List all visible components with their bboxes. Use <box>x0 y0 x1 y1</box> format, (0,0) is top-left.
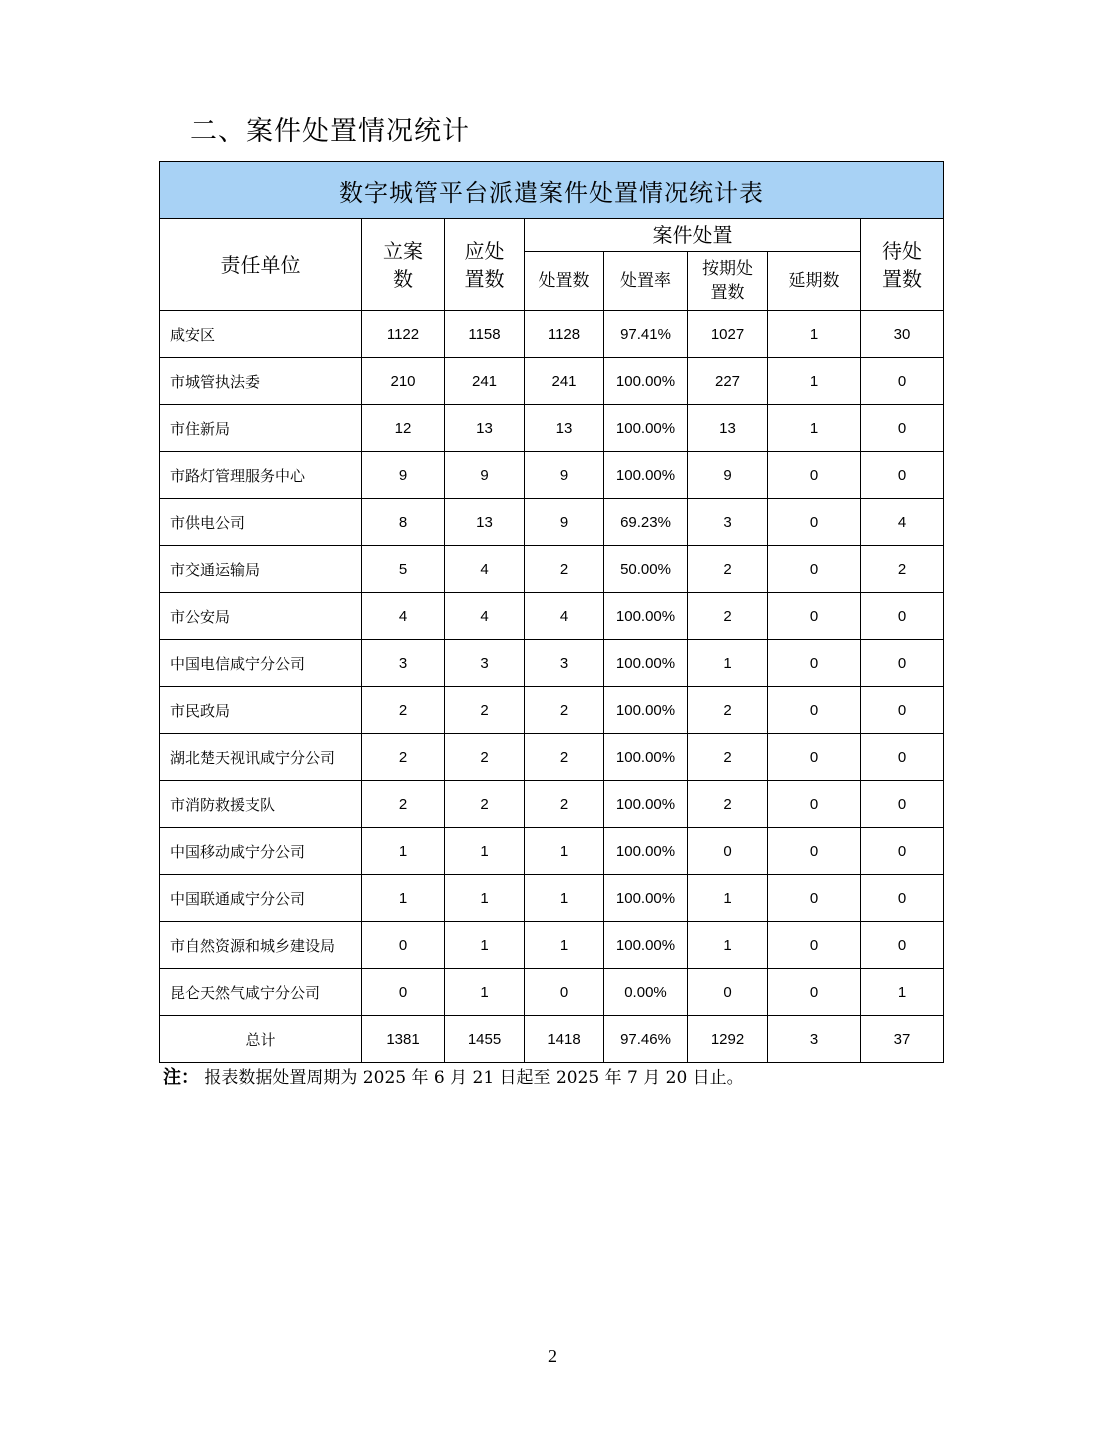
cell-registered: 8 <box>362 499 445 546</box>
cell-should-handle: 9 <box>445 452 525 499</box>
footnote-label: 注： <box>163 1067 199 1088</box>
cell-registered: 5 <box>362 546 445 593</box>
table-row <box>160 875 944 922</box>
cell-unit-name: 市消防救援支队 <box>160 781 362 828</box>
table-row <box>160 405 944 452</box>
cell-handled: 13 <box>525 405 604 452</box>
table-row <box>160 593 944 640</box>
cell-handled: 1 <box>525 875 604 922</box>
table-row <box>160 781 944 828</box>
cell-handled: 2 <box>525 734 604 781</box>
cell-registered: 9 <box>362 452 445 499</box>
cell-unit-name: 市城管执法委 <box>160 358 362 405</box>
cell-delayed: 0 <box>768 969 861 1016</box>
cell-on-time: 1 <box>688 875 768 922</box>
total-label: 总计 <box>160 1016 362 1063</box>
header-pending-text: 待处置数 <box>882 238 922 291</box>
header-rate: 处置率 <box>604 252 688 311</box>
statistics-table <box>159 161 944 1063</box>
cell-delayed: 0 <box>768 687 861 734</box>
footnote <box>163 1066 744 1090</box>
cell-handled: 3 <box>525 640 604 687</box>
cell-unit-name: 中国移动咸宁分公司 <box>160 828 362 875</box>
cell-delayed: 1 <box>768 311 861 358</box>
table-row <box>160 640 944 687</box>
table-row <box>160 828 944 875</box>
cell-rate: 97.41% <box>604 311 688 358</box>
cell-rate: 100.00% <box>604 640 688 687</box>
cell-should-handle: 2 <box>445 734 525 781</box>
cell-rate: 100.00% <box>604 452 688 499</box>
page-number: 2 <box>548 1346 557 1366</box>
cell-rate: 100.00% <box>604 593 688 640</box>
cell-pending: 0 <box>861 640 944 687</box>
cell-delayed: 0 <box>768 922 861 969</box>
cell-unit-name: 中国联通咸宁分公司 <box>160 875 362 922</box>
cell-registered: 0 <box>362 969 445 1016</box>
cell-rate: 100.00% <box>604 734 688 781</box>
cell-on-time: 0 <box>688 969 768 1016</box>
cell-delayed: 0 <box>768 781 861 828</box>
cell-delayed: 0 <box>768 734 861 781</box>
cell-unit-name: 市住新局 <box>160 405 362 452</box>
cell-should-handle: 1 <box>445 828 525 875</box>
cell-should-handle: 4 <box>445 593 525 640</box>
cell-on-time: 3 <box>688 499 768 546</box>
cell-on-time: 227 <box>688 358 768 405</box>
cell-unit-name: 中国电信咸宁分公司 <box>160 640 362 687</box>
cell-delayed: 1 <box>768 358 861 405</box>
header-pending <box>861 219 944 311</box>
cell-handled: 1 <box>525 922 604 969</box>
cell-on-time: 1027 <box>688 311 768 358</box>
cell-pending: 0 <box>861 405 944 452</box>
cell-rate: 100.00% <box>604 828 688 875</box>
cell-should-handle: 13 <box>445 405 525 452</box>
cell-rate: 100.00% <box>604 358 688 405</box>
cell-registered: 1 <box>362 828 445 875</box>
cell-rate: 100.00% <box>604 875 688 922</box>
section-heading: 二、案件处置情况统计 <box>190 116 470 147</box>
cell-delayed: 0 <box>768 593 861 640</box>
cell-on-time: 2 <box>688 593 768 640</box>
cell-handled: 9 <box>525 499 604 546</box>
header-registered <box>362 219 445 311</box>
cell-should-handle: 241 <box>445 358 525 405</box>
cell-pending: 2 <box>861 546 944 593</box>
cell-registered: 1 <box>362 875 445 922</box>
cell-registered: 4 <box>362 593 445 640</box>
cell-registered: 210 <box>362 358 445 405</box>
cell-delayed: 0 <box>768 875 861 922</box>
total-delayed: 3 <box>768 1016 861 1063</box>
cell-rate: 100.00% <box>604 922 688 969</box>
cell-unit-name: 市民政局 <box>160 687 362 734</box>
header-on-time-text: 按期处置数 <box>702 259 753 303</box>
cell-rate: 100.00% <box>604 781 688 828</box>
cell-pending: 0 <box>861 781 944 828</box>
total-handled: 1418 <box>525 1016 604 1063</box>
total-on-time: 1292 <box>688 1016 768 1063</box>
cell-unit-name: 市路灯管理服务中心 <box>160 452 362 499</box>
total-row <box>160 1016 944 1063</box>
total-pending: 37 <box>861 1016 944 1063</box>
cell-unit-name: 市自然资源和城乡建设局 <box>160 922 362 969</box>
cell-pending: 1 <box>861 969 944 1016</box>
header-handled: 处置数 <box>525 252 604 311</box>
total-rate: 97.46% <box>604 1016 688 1063</box>
header-should-handle-text: 应处置数 <box>464 238 505 291</box>
cell-rate: 50.00% <box>604 546 688 593</box>
cell-on-time: 2 <box>688 546 768 593</box>
cell-delayed: 0 <box>768 828 861 875</box>
cell-on-time: 2 <box>688 687 768 734</box>
footnote-text: 报表数据处置周期为 2025 年 6 月 21 日起至 2025 年 7 月 20 日止。 <box>204 1068 744 1088</box>
cell-on-time: 1 <box>688 640 768 687</box>
cell-should-handle: 1 <box>445 969 525 1016</box>
cell-unit-name: 昆仑天然气咸宁分公司 <box>160 969 362 1016</box>
cell-handled: 0 <box>525 969 604 1016</box>
header-should-handle <box>445 219 525 311</box>
cell-pending: 0 <box>861 828 944 875</box>
cell-unit-name: 市供电公司 <box>160 499 362 546</box>
cell-unit-name: 湖北楚天视讯咸宁分公司 <box>160 734 362 781</box>
cell-should-handle: 1158 <box>445 311 525 358</box>
table-row <box>160 922 944 969</box>
cell-registered: 12 <box>362 405 445 452</box>
cell-pending: 0 <box>861 358 944 405</box>
table-row <box>160 452 944 499</box>
table-row <box>160 546 944 593</box>
cell-should-handle: 2 <box>445 687 525 734</box>
cell-pending: 30 <box>861 311 944 358</box>
header-unit: 责任单位 <box>160 219 362 311</box>
table-row <box>160 311 944 358</box>
cell-rate: 69.23% <box>604 499 688 546</box>
cell-unit-name: 咸安区 <box>160 311 362 358</box>
header-group-handling: 案件处置 <box>525 219 861 252</box>
cell-pending: 0 <box>861 687 944 734</box>
cell-registered: 2 <box>362 687 445 734</box>
cell-handled: 1128 <box>525 311 604 358</box>
cell-should-handle: 13 <box>445 499 525 546</box>
table-row <box>160 687 944 734</box>
cell-should-handle: 2 <box>445 781 525 828</box>
table-row <box>160 499 944 546</box>
cell-pending: 0 <box>861 593 944 640</box>
cell-delayed: 0 <box>768 499 861 546</box>
table-row <box>160 734 944 781</box>
cell-registered: 0 <box>362 922 445 969</box>
cell-handled: 1 <box>525 828 604 875</box>
cell-handled: 2 <box>525 687 604 734</box>
cell-pending: 0 <box>861 734 944 781</box>
table-row <box>160 969 944 1016</box>
total-registered: 1381 <box>362 1016 445 1063</box>
table-row <box>160 358 944 405</box>
header-delayed: 延期数 <box>768 252 861 311</box>
cell-registered: 2 <box>362 781 445 828</box>
cell-delayed: 1 <box>768 405 861 452</box>
cell-on-time: 2 <box>688 781 768 828</box>
cell-rate: 100.00% <box>604 687 688 734</box>
cell-should-handle: 1 <box>445 875 525 922</box>
table-title: 数字城管平台派遣案件处置情况统计表 <box>160 162 944 219</box>
header-registered-text: 立案数 <box>383 238 423 291</box>
cell-on-time: 13 <box>688 405 768 452</box>
cell-registered: 2 <box>362 734 445 781</box>
cell-handled: 2 <box>525 781 604 828</box>
cell-should-handle: 4 <box>445 546 525 593</box>
cell-handled: 4 <box>525 593 604 640</box>
cell-on-time: 2 <box>688 734 768 781</box>
cell-delayed: 0 <box>768 452 861 499</box>
cell-on-time: 1 <box>688 922 768 969</box>
cell-registered: 3 <box>362 640 445 687</box>
cell-rate: 100.00% <box>604 405 688 452</box>
cell-on-time: 0 <box>688 828 768 875</box>
cell-handled: 9 <box>525 452 604 499</box>
header-on-time <box>688 252 768 311</box>
cell-rate: 0.00% <box>604 969 688 1016</box>
cell-should-handle: 3 <box>445 640 525 687</box>
cell-unit-name: 市公安局 <box>160 593 362 640</box>
cell-pending: 4 <box>861 499 944 546</box>
cell-handled: 241 <box>525 358 604 405</box>
cell-pending: 0 <box>861 875 944 922</box>
cell-handled: 2 <box>525 546 604 593</box>
cell-on-time: 9 <box>688 452 768 499</box>
cell-pending: 0 <box>861 452 944 499</box>
cell-registered: 1122 <box>362 311 445 358</box>
cell-delayed: 0 <box>768 640 861 687</box>
cell-should-handle: 1 <box>445 922 525 969</box>
cell-pending: 0 <box>861 922 944 969</box>
cell-delayed: 0 <box>768 546 861 593</box>
total-should-handle: 1455 <box>445 1016 525 1063</box>
cell-unit-name: 市交通运输局 <box>160 546 362 593</box>
